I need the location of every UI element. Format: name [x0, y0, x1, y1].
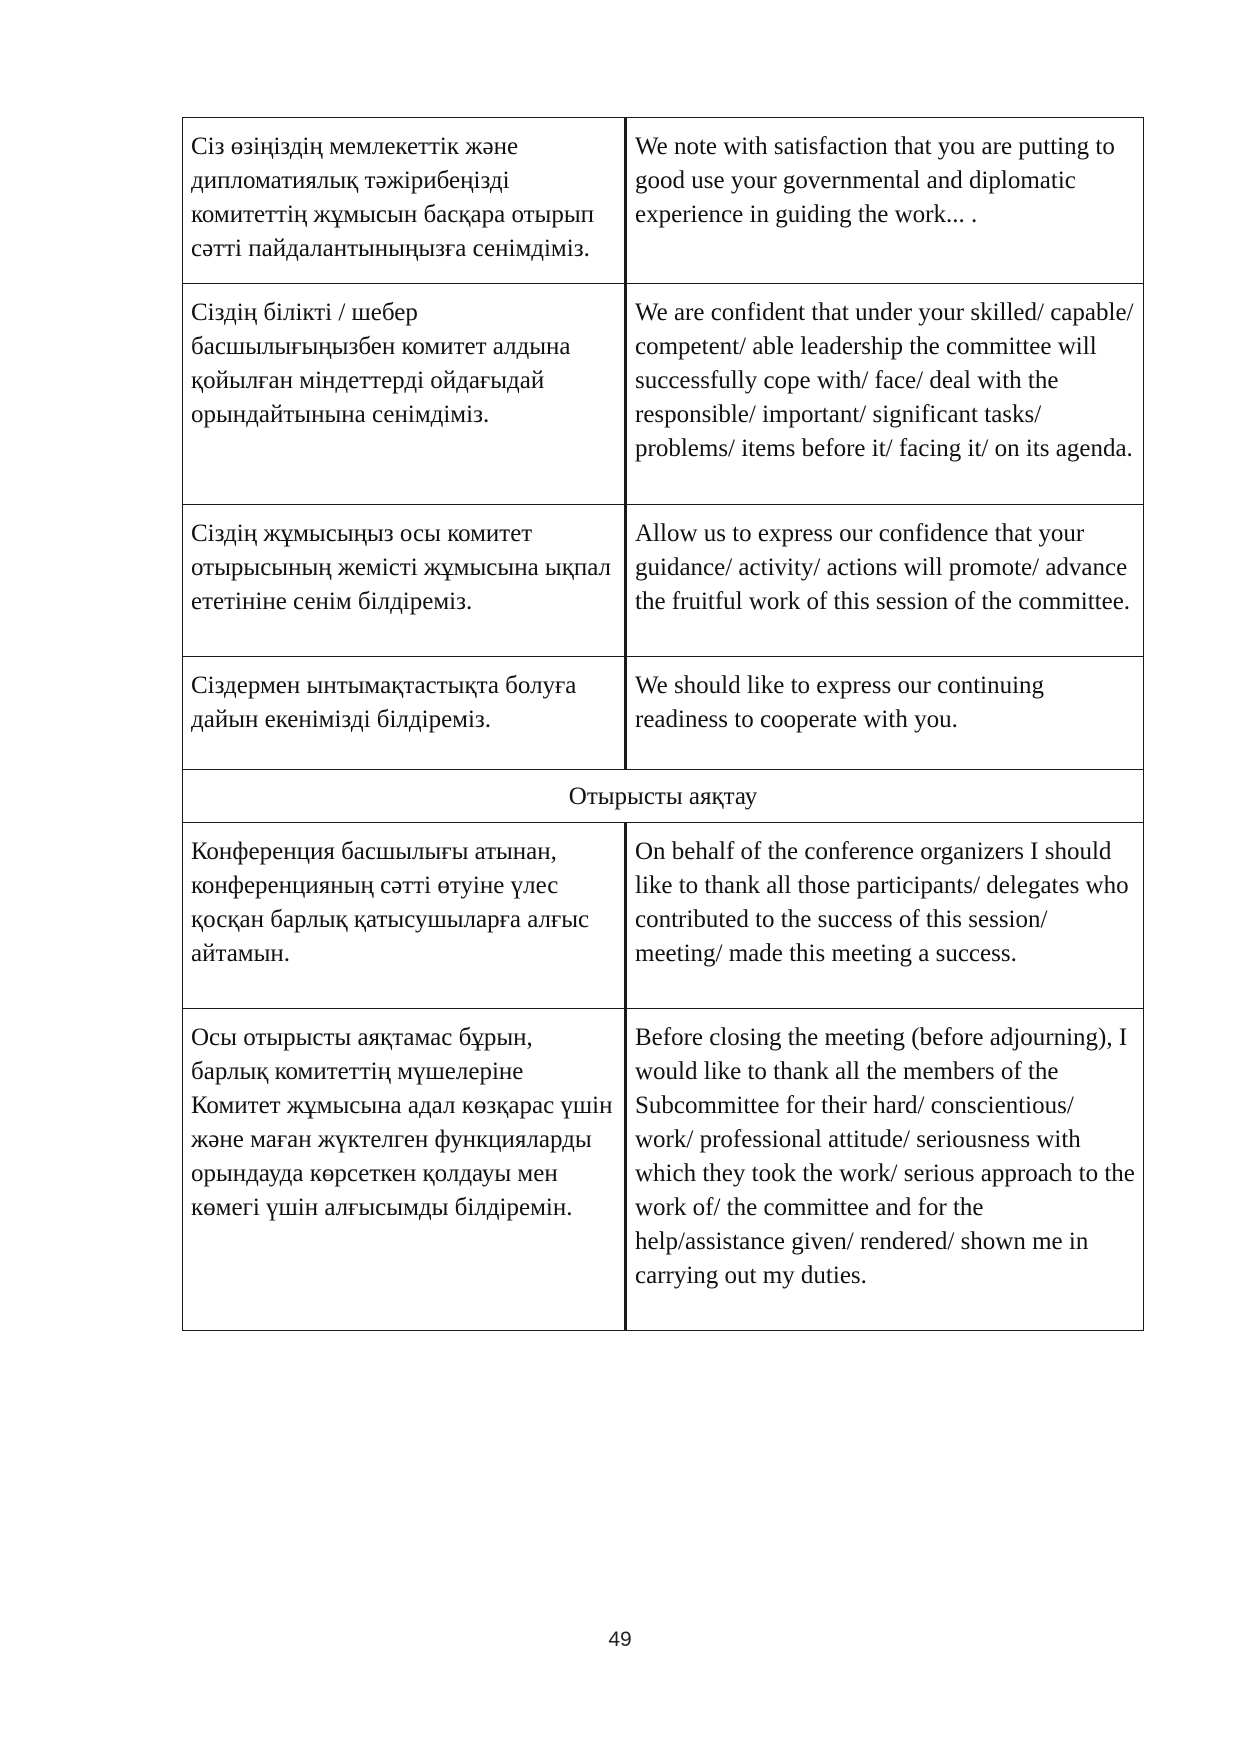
- table-row: [183, 284, 1144, 505]
- kazakh-phrase-cell: Сіздермен ынтымақтастықта болуға дайын екенімізді білдіреміз.: [183, 657, 626, 770]
- table-row: [183, 657, 1144, 770]
- english-phrase-cell: Before closing the meeting (before adjourning), I would like to thank all the members of the Subcommittee for their hard/ conscientious/ work/ professional attitude/ seriousness with which they took the work/ serious approach to the work of/ the committee and for the help/assistance given/ rendered/ shown me in carrying out my duties.: [626, 1009, 1144, 1331]
- english-phrase-cell: We note with satisfaction that you are putting to good use your governmental and diplomatic experience in guiding the work... .: [626, 118, 1144, 284]
- kazakh-phrase-cell: Сіз өзіңіздің мемлекеттік және дипломатиялық тәжірибеңізді комитеттің жұмысын басқара отырып сәтті пайдалантыныңызға сенімдіміз.: [183, 118, 626, 284]
- english-phrase-cell: We are confident that under your skilled/ capable/ competent/ able leadership the committee will successfully cope with/ face/ deal with the responsible/ important/ significant tasks/ problems/ items before it/ facing it/ on its agenda.: [626, 284, 1144, 505]
- phrase-table: [182, 117, 1144, 1331]
- table-row: [183, 505, 1144, 657]
- table-row: [183, 823, 1144, 1009]
- table-row: [183, 118, 1144, 284]
- kazakh-phrase-cell: Сіздің жұмысыңыз осы комитет отырысының жемісті жұмысына ықпал ететініне сенім білдіреміз.: [183, 505, 626, 657]
- table-row: [183, 1009, 1144, 1331]
- section-header-row: [183, 770, 1144, 823]
- english-phrase-cell: Allow us to express our confidence that your guidance/ activity/ actions will promote/ advance the fruitful work of this session of the committee.: [626, 505, 1144, 657]
- kazakh-phrase-cell: Сіздің білікті / шебер басшылығыңызбен комитет алдына қойылған міндеттерді ойдағыдай орындайтынына сенімдіміз.: [183, 284, 626, 505]
- english-phrase-cell: On behalf of the conference organizers I should like to thank all those participants/ delegates who contributed to the success of this session/ meeting/ made this meeting a success.: [626, 823, 1144, 1009]
- kazakh-phrase-cell: Осы отырысты аяқтамас бұрын, барлық комитеттің мүшелеріне Комитет жұмысына адал көзқарас үшін және маған жүктелген функцияларды орындауда көрсеткен қолдауы мен көмегі үшін алғысымды білдіремін.: [183, 1009, 626, 1331]
- page-number: 49: [608, 1628, 632, 1651]
- english-phrase-cell: We should like to express our continuing readiness to cooperate with you.: [626, 657, 1144, 770]
- kazakh-phrase-cell: Конференция басшылығы атынан, конференцияның сәтті өтуіне үлес қосқан барлық қатысушыларға алғыс айтамын.: [183, 823, 626, 1009]
- section-header: Отырысты аяқтау: [183, 770, 1144, 823]
